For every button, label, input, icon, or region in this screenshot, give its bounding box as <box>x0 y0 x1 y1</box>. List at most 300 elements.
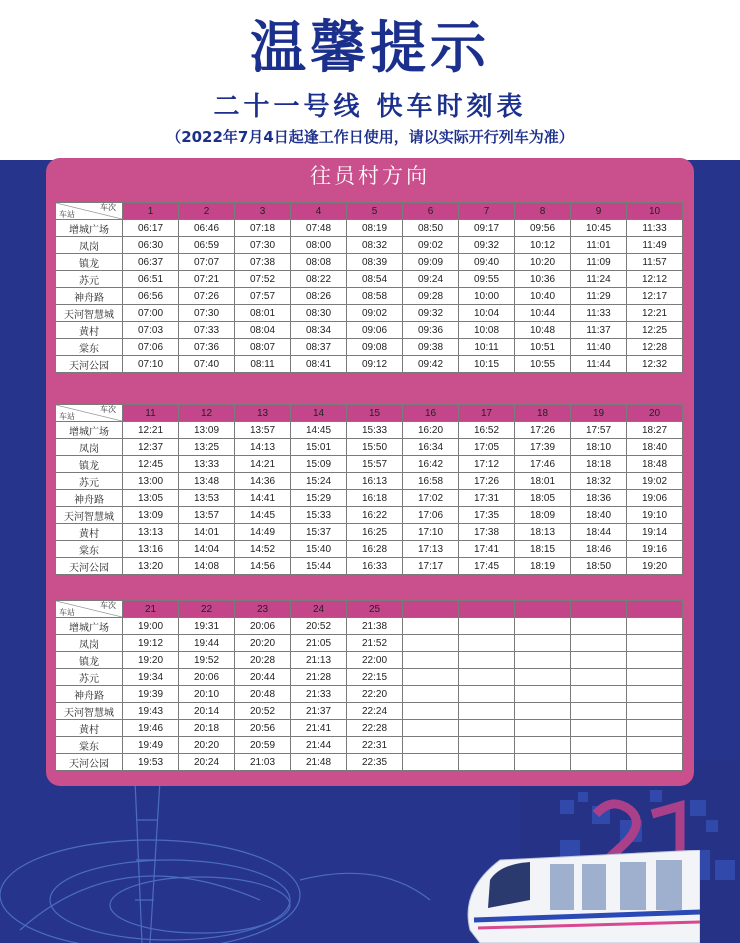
departure-time: 11:37 <box>571 322 627 339</box>
departure-time: 22:35 <box>347 754 403 771</box>
departure-time: 07:36 <box>179 339 235 356</box>
departure-time: 17:13 <box>403 541 459 558</box>
departure-time: 17:35 <box>459 507 515 524</box>
departure-time: 15:44 <box>291 558 347 575</box>
departure-time: 20:56 <box>235 720 291 737</box>
departure-time <box>515 669 571 686</box>
departure-time: 09:24 <box>403 271 459 288</box>
departure-time: 07:00 <box>123 305 179 322</box>
departure-time: 20:59 <box>235 737 291 754</box>
departure-time: 11:33 <box>627 220 683 237</box>
departure-time: 19:20 <box>123 652 179 669</box>
station-name: 凤岗 <box>56 635 123 652</box>
departure-time <box>459 652 515 669</box>
corner-header <box>56 405 123 422</box>
departure-time: 09:28 <box>403 288 459 305</box>
station-row <box>56 305 683 322</box>
departure-time: 20:20 <box>179 737 235 754</box>
station-name: 苏元 <box>56 669 123 686</box>
departure-time: 14:21 <box>235 456 291 473</box>
departure-time: 08:01 <box>235 305 291 322</box>
departure-time: 18:15 <box>515 541 571 558</box>
train-number: 14 <box>291 405 347 422</box>
departure-time <box>403 703 459 720</box>
departure-time <box>571 635 627 652</box>
departure-time: 16:33 <box>347 558 403 575</box>
departure-time <box>627 737 683 754</box>
departure-time: 08:26 <box>291 288 347 305</box>
departure-time: 08:30 <box>291 305 347 322</box>
station-name: 天河智慧城 <box>56 507 123 524</box>
corner-trains-label: 车次 <box>100 601 116 610</box>
departure-time: 21:38 <box>347 618 403 635</box>
usage-note: （2022年7月4日起逢工作日使用，请以实际开行列车为准） <box>166 128 574 146</box>
departure-time: 15:09 <box>291 456 347 473</box>
corner-trains-label: 车次 <box>100 405 116 414</box>
departure-time <box>627 635 683 652</box>
departure-time: 20:28 <box>235 652 291 669</box>
departure-time: 16:58 <box>403 473 459 490</box>
departure-time: 10:15 <box>459 356 515 373</box>
departure-time: 07:03 <box>123 322 179 339</box>
train-number: 22 <box>179 601 235 618</box>
departure-time: 08:50 <box>403 220 459 237</box>
station-name: 镇龙 <box>56 652 123 669</box>
departure-time: 08:00 <box>291 237 347 254</box>
departure-time <box>571 754 627 771</box>
station-name: 神舟路 <box>56 490 123 507</box>
departure-time <box>571 737 627 754</box>
departure-time: 22:31 <box>347 737 403 754</box>
station-row <box>56 288 683 305</box>
departure-time: 19:14 <box>627 524 683 541</box>
departure-time: 20:10 <box>179 686 235 703</box>
train-number <box>515 601 571 618</box>
departure-time: 06:37 <box>123 254 179 271</box>
train-number: 21 <box>123 601 179 618</box>
departure-time <box>515 737 571 754</box>
departure-time <box>627 703 683 720</box>
station-name: 天河智慧城 <box>56 703 123 720</box>
train-number: 25 <box>347 601 403 618</box>
timetable-3 <box>55 600 683 771</box>
departure-time: 13:09 <box>179 422 235 439</box>
departure-time <box>403 669 459 686</box>
departure-time: 08:54 <box>347 271 403 288</box>
departure-time: 09:32 <box>403 305 459 322</box>
departure-time <box>403 686 459 703</box>
departure-time <box>403 635 459 652</box>
departure-time: 08:41 <box>291 356 347 373</box>
station-row <box>56 322 683 339</box>
departure-time: 09:02 <box>347 305 403 322</box>
corner-header <box>56 203 123 220</box>
departure-time <box>627 754 683 771</box>
departure-time: 11:24 <box>571 271 627 288</box>
station-row <box>56 558 683 575</box>
departure-time: 13:57 <box>179 507 235 524</box>
departure-time: 13:57 <box>235 422 291 439</box>
departure-time: 18:46 <box>571 541 627 558</box>
station-row <box>56 220 683 237</box>
train-number: 12 <box>179 405 235 422</box>
departure-time: 09:17 <box>459 220 515 237</box>
train-number: 2 <box>179 203 235 220</box>
train-number-row <box>56 601 683 618</box>
departure-time: 21:13 <box>291 652 347 669</box>
departure-time <box>571 669 627 686</box>
departure-time: 08:19 <box>347 220 403 237</box>
departure-time: 15:40 <box>291 541 347 558</box>
departure-time: 18:44 <box>571 524 627 541</box>
departure-time <box>627 652 683 669</box>
train-number: 13 <box>235 405 291 422</box>
departure-time: 08:39 <box>347 254 403 271</box>
departure-time: 06:30 <box>123 237 179 254</box>
departure-time: 08:04 <box>235 322 291 339</box>
departure-time: 06:17 <box>123 220 179 237</box>
station-name: 增城广场 <box>56 422 123 439</box>
station-row <box>56 271 683 288</box>
departure-time: 19:00 <box>123 618 179 635</box>
departure-time: 20:52 <box>291 618 347 635</box>
departure-time: 07:06 <box>123 339 179 356</box>
departure-time <box>459 737 515 754</box>
departure-time: 20:20 <box>235 635 291 652</box>
departure-time: 19:49 <box>123 737 179 754</box>
departure-time: 10:00 <box>459 288 515 305</box>
departure-time <box>459 703 515 720</box>
departure-time: 14:36 <box>235 473 291 490</box>
departure-time: 14:08 <box>179 558 235 575</box>
train-number: 20 <box>627 405 683 422</box>
departure-time: 22:00 <box>347 652 403 669</box>
departure-time: 08:08 <box>291 254 347 271</box>
corner-trains-label: 车次 <box>100 203 116 212</box>
departure-time: 11:40 <box>571 339 627 356</box>
station-row <box>56 237 683 254</box>
station-name: 天河公园 <box>56 754 123 771</box>
departure-time <box>403 720 459 737</box>
departure-time: 16:52 <box>459 422 515 439</box>
train-number: 24 <box>291 601 347 618</box>
departure-time <box>515 686 571 703</box>
station-name: 神舟路 <box>56 686 123 703</box>
departure-time: 19:10 <box>627 507 683 524</box>
departure-time: 13:13 <box>123 524 179 541</box>
departure-time: 18:01 <box>515 473 571 490</box>
departure-time: 21:03 <box>235 754 291 771</box>
departure-time: 15:29 <box>291 490 347 507</box>
departure-time: 18:10 <box>571 439 627 456</box>
station-row <box>56 473 683 490</box>
departure-time: 14:13 <box>235 439 291 456</box>
departure-time: 17:26 <box>515 422 571 439</box>
train-number: 9 <box>571 203 627 220</box>
departure-time: 13:16 <box>123 541 179 558</box>
departure-time <box>571 686 627 703</box>
departure-time: 10:45 <box>571 220 627 237</box>
departure-time: 12:17 <box>627 288 683 305</box>
departure-time <box>459 618 515 635</box>
departure-time: 10:11 <box>459 339 515 356</box>
departure-time: 14:45 <box>235 507 291 524</box>
departure-time: 10:20 <box>515 254 571 271</box>
station-row <box>56 507 683 524</box>
departure-time: 15:33 <box>347 422 403 439</box>
departure-time <box>403 652 459 669</box>
departure-time: 20:24 <box>179 754 235 771</box>
corner-stations-label: 车站 <box>59 608 75 617</box>
station-name: 增城广场 <box>56 220 123 237</box>
departure-time <box>459 754 515 771</box>
departure-time: 20:14 <box>179 703 235 720</box>
departure-time: 16:20 <box>403 422 459 439</box>
train-number: 7 <box>459 203 515 220</box>
departure-time: 18:40 <box>627 439 683 456</box>
departure-time: 08:37 <box>291 339 347 356</box>
departure-time: 16:22 <box>347 507 403 524</box>
departure-time: 09:12 <box>347 356 403 373</box>
departure-time: 16:18 <box>347 490 403 507</box>
departure-time: 15:37 <box>291 524 347 541</box>
departure-time: 16:13 <box>347 473 403 490</box>
departure-time: 13:53 <box>179 490 235 507</box>
station-row <box>56 490 683 507</box>
departure-time: 14:41 <box>235 490 291 507</box>
departure-time: 18:32 <box>571 473 627 490</box>
departure-time: 14:49 <box>235 524 291 541</box>
train-number: 8 <box>515 203 571 220</box>
train-number <box>459 601 515 618</box>
station-row <box>56 652 683 669</box>
departure-time: 15:57 <box>347 456 403 473</box>
departure-time: 21:48 <box>291 754 347 771</box>
station-row <box>56 456 683 473</box>
station-name: 天河智慧城 <box>56 305 123 322</box>
departure-time <box>515 720 571 737</box>
train-number: 4 <box>291 203 347 220</box>
departure-time <box>403 754 459 771</box>
departure-time: 10:04 <box>459 305 515 322</box>
station-row <box>56 635 683 652</box>
departure-time: 17:12 <box>459 456 515 473</box>
departure-time: 17:39 <box>515 439 571 456</box>
departure-time: 17:26 <box>459 473 515 490</box>
timetable-1 <box>55 202 683 373</box>
train-number: 23 <box>235 601 291 618</box>
departure-time <box>459 635 515 652</box>
departure-time: 08:58 <box>347 288 403 305</box>
departure-time: 08:34 <box>291 322 347 339</box>
departure-time: 12:25 <box>627 322 683 339</box>
departure-time: 13:00 <box>123 473 179 490</box>
departure-time: 12:32 <box>627 356 683 373</box>
departure-time: 18:40 <box>571 507 627 524</box>
station-row <box>56 737 683 754</box>
station-name: 镇龙 <box>56 456 123 473</box>
train-number: 18 <box>515 405 571 422</box>
departure-time: 13:20 <box>123 558 179 575</box>
departure-time: 17:31 <box>459 490 515 507</box>
departure-time: 18:27 <box>627 422 683 439</box>
departure-time: 17:05 <box>459 439 515 456</box>
station-row <box>56 439 683 456</box>
departure-time: 13:48 <box>179 473 235 490</box>
departure-time: 19:31 <box>179 618 235 635</box>
departure-time: 12:45 <box>123 456 179 473</box>
departure-time: 06:59 <box>179 237 235 254</box>
station-row <box>56 703 683 720</box>
departure-time: 15:01 <box>291 439 347 456</box>
departure-time: 21:37 <box>291 703 347 720</box>
station-name: 棠东 <box>56 339 123 356</box>
departure-time: 21:28 <box>291 669 347 686</box>
departure-time: 17:02 <box>403 490 459 507</box>
departure-time <box>571 720 627 737</box>
departure-time: 07:30 <box>235 237 291 254</box>
departure-time: 17:57 <box>571 422 627 439</box>
departure-time <box>627 720 683 737</box>
departure-time: 19:52 <box>179 652 235 669</box>
departure-time: 13:09 <box>123 507 179 524</box>
departure-time: 21:52 <box>347 635 403 652</box>
departure-time: 18:36 <box>571 490 627 507</box>
departure-time <box>459 720 515 737</box>
train-number <box>403 601 459 618</box>
departure-time: 09:55 <box>459 271 515 288</box>
train-number: 3 <box>235 203 291 220</box>
departure-time: 18:09 <box>515 507 571 524</box>
train-number: 1 <box>123 203 179 220</box>
departure-time: 16:42 <box>403 456 459 473</box>
direction-label: 往员村方向 <box>310 164 430 188</box>
departure-time: 14:01 <box>179 524 235 541</box>
departure-time: 20:18 <box>179 720 235 737</box>
departure-time: 07:57 <box>235 288 291 305</box>
station-name: 镇龙 <box>56 254 123 271</box>
departure-time: 09:56 <box>515 220 571 237</box>
departure-time: 07:07 <box>179 254 235 271</box>
page-title: 温馨提示 <box>250 16 490 81</box>
departure-time: 22:24 <box>347 703 403 720</box>
departure-time: 14:04 <box>179 541 235 558</box>
departure-time: 21:41 <box>291 720 347 737</box>
departure-time: 19:53 <box>123 754 179 771</box>
train-number: 6 <box>403 203 459 220</box>
departure-time: 20:06 <box>179 669 235 686</box>
train-number: 16 <box>403 405 459 422</box>
departure-time: 07:48 <box>291 220 347 237</box>
departure-time: 09:38 <box>403 339 459 356</box>
departure-time: 18:48 <box>627 456 683 473</box>
departure-time: 09:02 <box>403 237 459 254</box>
departure-time: 18:05 <box>515 490 571 507</box>
departure-time: 21:05 <box>291 635 347 652</box>
departure-time: 12:28 <box>627 339 683 356</box>
departure-time: 19:12 <box>123 635 179 652</box>
corner-stations-label: 车站 <box>59 412 75 421</box>
departure-time: 18:18 <box>571 456 627 473</box>
station-name: 棠东 <box>56 541 123 558</box>
departure-time: 21:44 <box>291 737 347 754</box>
departure-time: 10:40 <box>515 288 571 305</box>
station-name: 凤岗 <box>56 439 123 456</box>
departure-time: 07:26 <box>179 288 235 305</box>
train-number-row <box>56 203 683 220</box>
departure-time: 19:44 <box>179 635 235 652</box>
departure-time: 19:43 <box>123 703 179 720</box>
departure-time: 19:16 <box>627 541 683 558</box>
departure-time: 20:44 <box>235 669 291 686</box>
corner-header <box>56 601 123 618</box>
departure-time: 17:17 <box>403 558 459 575</box>
train-number: 5 <box>347 203 403 220</box>
departure-time: 15:24 <box>291 473 347 490</box>
departure-time: 14:45 <box>291 422 347 439</box>
station-name: 天河公园 <box>56 558 123 575</box>
header <box>0 0 740 160</box>
train-number <box>627 601 683 618</box>
departure-time: 09:06 <box>347 322 403 339</box>
departure-time <box>627 669 683 686</box>
departure-time: 22:20 <box>347 686 403 703</box>
departure-time <box>515 618 571 635</box>
departure-time: 07:52 <box>235 271 291 288</box>
corner-stations-label: 车站 <box>59 210 75 219</box>
departure-time: 11:01 <box>571 237 627 254</box>
departure-time: 17:06 <box>403 507 459 524</box>
departure-time: 11:29 <box>571 288 627 305</box>
departure-time: 18:50 <box>571 558 627 575</box>
departure-time: 06:51 <box>123 271 179 288</box>
departure-time: 12:12 <box>627 271 683 288</box>
departure-time <box>515 703 571 720</box>
train-number-row <box>56 405 683 422</box>
station-row <box>56 618 683 635</box>
departure-time: 12:37 <box>123 439 179 456</box>
departure-time: 19:34 <box>123 669 179 686</box>
departure-time: 15:33 <box>291 507 347 524</box>
station-row <box>56 541 683 558</box>
timetable-panel <box>46 158 694 786</box>
departure-time: 09:32 <box>459 237 515 254</box>
station-name: 黄村 <box>56 524 123 541</box>
departure-time: 09:42 <box>403 356 459 373</box>
departure-time: 08:07 <box>235 339 291 356</box>
departure-time: 11:33 <box>571 305 627 322</box>
departure-time <box>459 686 515 703</box>
station-row <box>56 356 683 373</box>
departure-time: 13:33 <box>179 456 235 473</box>
departure-time: 08:11 <box>235 356 291 373</box>
departure-time <box>403 618 459 635</box>
departure-time: 18:19 <box>515 558 571 575</box>
departure-time <box>459 669 515 686</box>
station-name: 黄村 <box>56 720 123 737</box>
timetable-2 <box>55 404 683 575</box>
departure-time <box>515 652 571 669</box>
train-number <box>571 601 627 618</box>
station-row <box>56 669 683 686</box>
departure-time: 09:40 <box>459 254 515 271</box>
station-name: 天河公园 <box>56 356 123 373</box>
train-number: 11 <box>123 405 179 422</box>
departure-time <box>627 686 683 703</box>
station-row <box>56 254 683 271</box>
departure-time: 14:56 <box>235 558 291 575</box>
departure-time <box>403 737 459 754</box>
